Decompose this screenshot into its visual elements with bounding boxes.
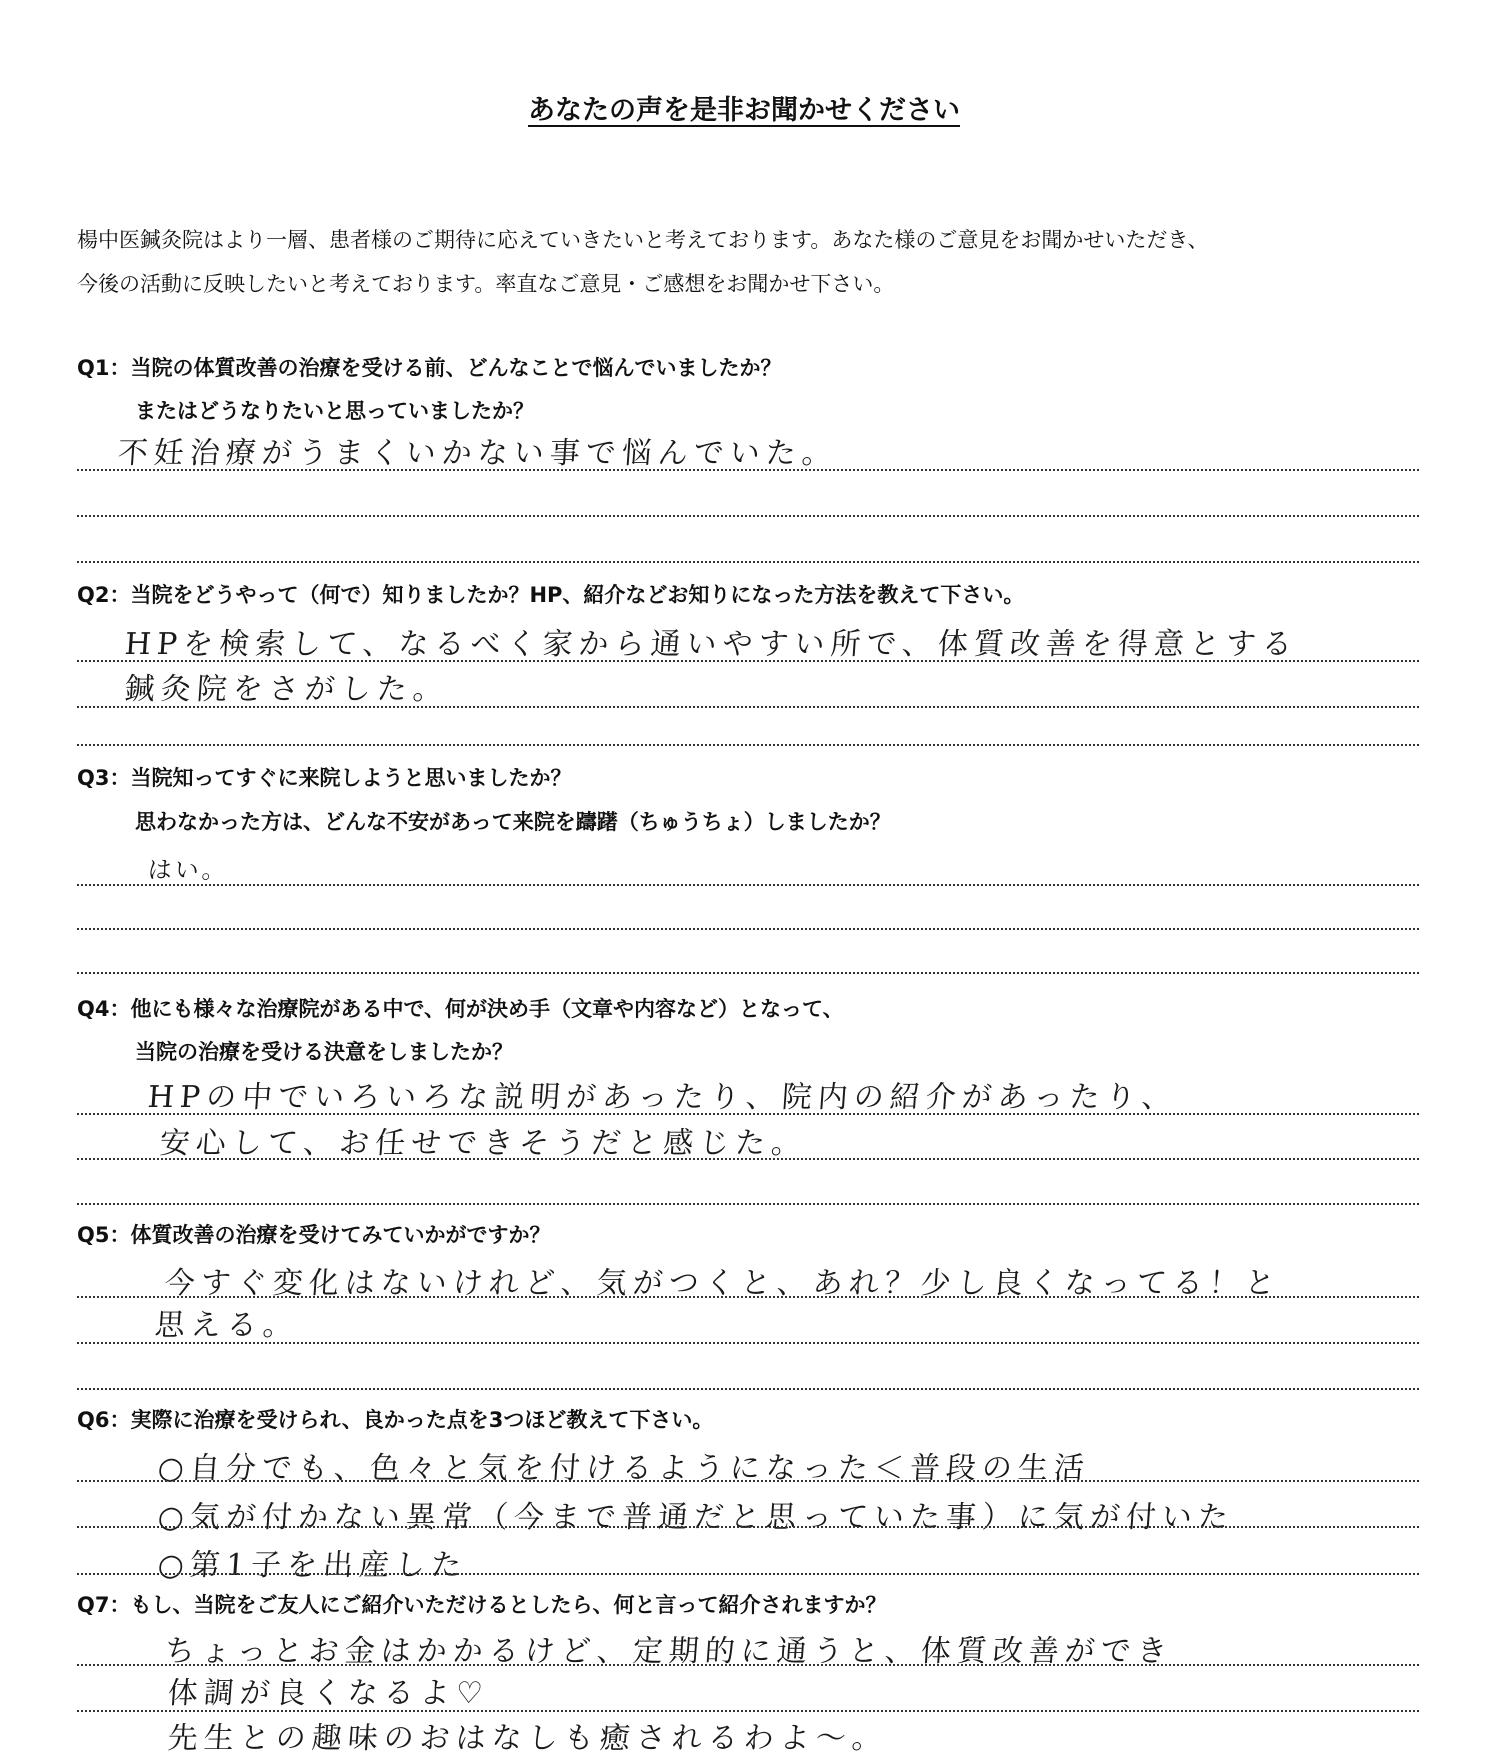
answer-rule [77,1664,1419,1666]
answer-rule [77,1526,1419,1528]
answer-rule [77,1296,1419,1298]
answer-rule [77,1158,1419,1160]
question-5: Q5：体質改善の治療を受けてみていかがですか？ [77,1223,551,1247]
answer-rule [77,1113,1419,1115]
answer-rule [77,469,1419,471]
answer-4-line-1: HPの中でいろいろな説明があったり、院内の紹介があったり、 [146,1080,1179,1115]
answer-rule [77,660,1419,662]
answer-6-line-2: ○気が付かない異常（今まで普通だと思っていた事）に気が付いた [156,1500,1236,1535]
answer-4-line-2: 安心して、お任せできそうだと感じた。 [158,1126,809,1161]
answer-7-line-2: 体調が良くなるよ♡ [166,1676,490,1711]
question-2: Q2：当院をどうやって（何で）知りましたか？HP、紹介などお知りになった方法を教えて下さい。 [77,583,1025,607]
answer-7-line-3: 先生との趣味のおはなしも癒されるわよ～。 [166,1721,889,1756]
answer-3-line-1: はい。 [146,856,230,884]
answer-rule [77,884,1419,886]
page-title [0,88,1488,127]
question-7: Q7：もし、当院をご友人にご紹介いただけるとしたら、何と言って紹介されますか？ [77,1593,887,1617]
answer-rule [77,1573,1419,1575]
answer-rule [77,972,1419,974]
question-4-sub: 当院の治療を受ける決意をしましたか？ [135,1040,513,1064]
question-1: Q1：当院の体質改善の治療を受ける前、どんなことで悩んでいましたか？ [77,356,782,380]
question-6: Q6：実際に治療を受けられ、良かった点を3つほど教えて下さい。 [77,1408,714,1432]
intro-line-1: 楊中医鍼灸院はより一層、患者様のご期待に応えていきたいと考えております。あなた様のご意見をお聞かせいただき、 [77,228,1209,252]
answer-7-line-1: ちょっとお金はかかるけど、定期的に通うと、体質改善ができ [163,1634,1174,1669]
page-title-text: あなたの声を是非お聞かせください [528,95,960,126]
answer-rule [77,561,1419,563]
intro-line-2: 今後の活動に反映したいと考えております。率直なご意見・ご感想をお聞かせ下さい。 [77,272,895,296]
answer-5-line-2: 思える。 [153,1308,300,1343]
answer-rule [77,744,1419,746]
answer-rule [77,1710,1419,1712]
answer-6-line-1: ○自分でも、色々と気を付けるようになった＜普段の生活 [156,1451,1092,1486]
answer-rule [77,515,1419,517]
answer-1-line-1: 不妊治療がうまくいかない事で悩んでいた。 [116,436,839,471]
answer-5-line-1: 今すぐ変化はないけれど、気がつくと、あれ？少し良くなってる！と [163,1266,1282,1301]
answer-2-line-1: HPを検索して、なるべく家から通いやすい所で、体質改善を得意とする [123,627,1300,662]
answer-2-line-2: 鍼灸院をさがした。 [123,672,450,707]
question-4: Q4：他にも様々な治療院がある中で、何が決め手（文章や内容など）となって、 [77,997,844,1021]
intro-text [77,218,1477,306]
answer-rule [77,1480,1419,1482]
answer-rule [77,1203,1419,1205]
question-3: Q3：当院知ってすぐに来院しようと思いましたか？ [77,766,572,790]
question-1-sub: またはどうなりたいと思っていましたか？ [135,399,534,423]
answer-rule [77,928,1419,930]
answer-rule [77,1342,1419,1344]
question-3-sub: 思わなかった方は、どんな不安があって来院を躊躇（ちゅうちょ）しましたか？ [135,810,891,834]
answer-6-line-3: ○第1子を出産した [156,1548,469,1583]
answer-rule [77,1388,1419,1390]
answer-rule [77,706,1419,708]
